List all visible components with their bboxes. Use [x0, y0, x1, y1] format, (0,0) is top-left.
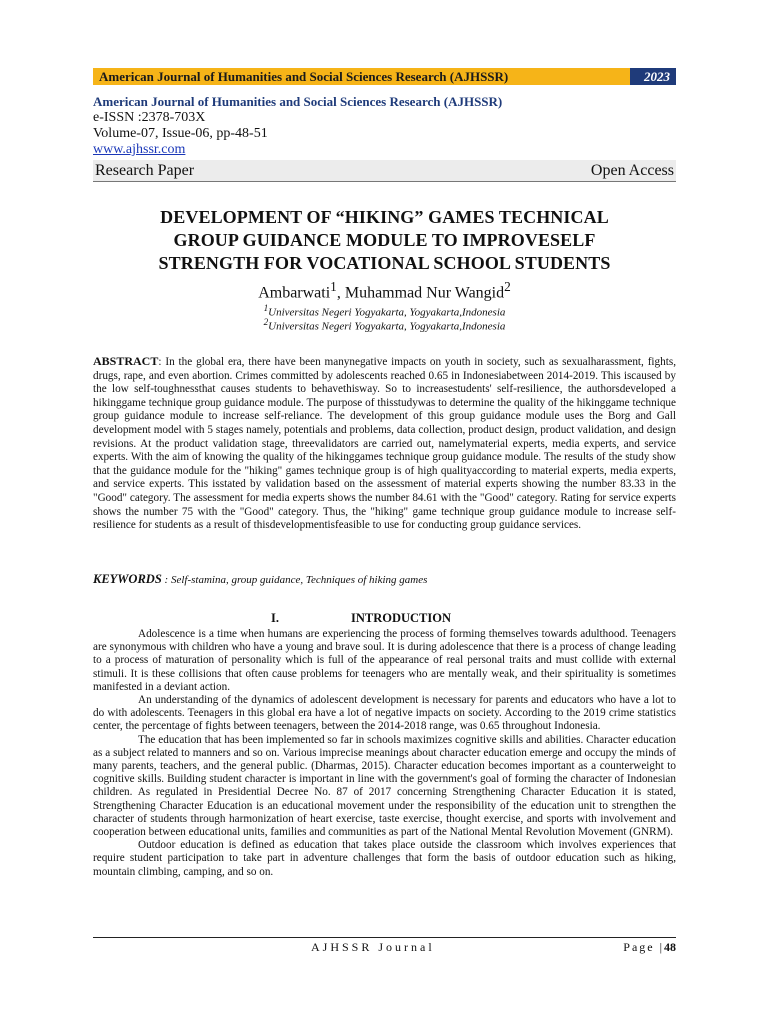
footer-divider: [93, 937, 676, 938]
author-name: Ambarwati: [258, 284, 331, 302]
paragraph: Adolescence is a time when humans are experiencing the process of forming themselves towards adulthood. Teenagers are synonymous with children who have a young and brave soul. It is during adolescence that there is a process of change leading to a process of maturation of personality which is full of the appearance of real personal traits and must collide with external stimuli. It is these collisions that often cause problems for teenagers who are mentally weak, and their spirituality is sometimes manifested in a deviant action.: [93, 628, 676, 693]
affiliation: $^2$Universitas Negeri Yogyakarta, Yogyakarta,Indonesia: [263, 317, 506, 333]
paper-type-row: [93, 160, 676, 182]
paper-type: Research Paper: [95, 161, 195, 179]
paragraph: An understanding of the dynamics of adolescent development is necessary for parents and educators who have a lot to do with adolescents. Teenagers in this global era have a lot of negative impacts on society. According to the 2019 crime statistics center, the percentage of fights between teenagers, between the 2014-2018 range, was 0.65 throughout Indonesia.: [93, 694, 676, 733]
journal-title: American Journal of Humanities and Social Sciences Research (AJHSSR): [93, 94, 503, 109]
abstract-label: ABSTRACT: [93, 354, 159, 368]
header-journal-name: American Journal of Humanities and Social Sciences Research (AJHSSR): [99, 68, 509, 84]
paragraph: The education that has been implemented so far in schools maximizes cognitive skills and abilities. Character education as a subject related to manners and so on. Various imprecise meanings about character education emerge and occupy the minds of many parents, teachers, and the general public. (Dharmas, 2015). Character education becomes important as a counterweight to cognitive skills. Building student character is important in line with the government's goal of forming the character of Indonesian children. As regulated in Presidential Decree No. 87 of 2017 concerning Strengthening Character Education it is stated, Strengthening Character Education is an educational movement under the responsibility of the education unit to strengthen the character of students through harmonization of heart exercise, taste exercise, thought exercise, and sports with involvement and cooperation between educational units, families and communities as part of the National Mental Revolution Movement (GNRM).: [93, 733, 676, 839]
author-sup: 1: [330, 279, 337, 294]
keywords-label: KEYWORDS: [93, 572, 162, 586]
website-link[interactable]: www.ajhssr.com: [93, 142, 186, 157]
journal-meta: [93, 94, 676, 158]
issn: e-ISSN :2378-703X: [93, 110, 206, 125]
introduction-body: [93, 628, 676, 879]
journal-header-banner: [93, 68, 676, 85]
access-type: Open Access: [590, 161, 674, 179]
abstract: [93, 355, 676, 533]
author-list: [93, 279, 676, 302]
title-line: DEVELOPMENT OF “HIKING” GAMES TECHNICAL: [160, 207, 609, 227]
page-label: Page |: [623, 940, 664, 954]
title-line: GROUP GUIDANCE MODULE TO IMPROVESELF: [173, 230, 596, 250]
section-heading: [271, 611, 451, 626]
title-line: STRENGTH FOR VOCATIONAL SCHOOL STUDENTS: [158, 253, 611, 273]
author-separator: ,: [336, 284, 345, 302]
footer-journal: AJHSSR Journal: [311, 940, 435, 954]
section-title: INTRODUCTION: [351, 611, 452, 625]
volume-issue: Volume-07, Issue-06, pp-48-51: [93, 126, 268, 141]
section-number: I.: [271, 611, 279, 625]
page-number: 48: [664, 940, 676, 954]
header-year: 2023: [630, 68, 676, 85]
author-sup: 2: [504, 279, 511, 294]
keywords: [93, 572, 676, 587]
paragraph: Outdoor education is defined as education that takes place outside the classroom which involves experiences that require student participation to take part in adventure challenges that form the basis of outdoor education such as hiking, mountain climbing, camping, and so on.: [93, 839, 676, 878]
author-name: Muhammad Nur Wangid: [344, 284, 505, 302]
footer-page: [623, 940, 676, 955]
paper-title: [93, 206, 676, 275]
keywords-text: : Self-stamina, group guidance, Techniques of hiking games: [161, 574, 428, 586]
affiliation: $^1$Universitas Negeri Yogyakarta, Yogyakarta,Indonesia: [263, 303, 506, 319]
abstract-text: : In the global era, there have been manynegative impacts on youth in society, such as sexualharassment, fights, drugs, rape, and even abortion. Crimes committed by adolescents reached 0.65 in Indonesiabetween 2014-2019. This iscaused by the low self-toughnessthat causes students to behavethisway. So to increasestudents' self-resilience, the authorsdeveloped a hikinggame technique group guidance module. The purpose of thisstudywas to determine the quality of the hikinggame technique group guidance module to increase self-reliance. The development of this group guidance module uses the Borg and Gall development model with 5 stages namely, potentials and problems, data collection, product design, product validation, and design revisions. At the product validation stage, threevalidators are carried out, namelymaterial experts, media experts, and service experts. With the aim of knowing the quality of the hikinggames technique group guidance module. The results of the study show that the guidance module for the "hiking" games technique group is of high qualityaccording to material experts, media experts, and service experts. This isstated by validation based on the assessment of material experts showing the number 83.33 in the "Good" category. The assessment for media experts shows the number 84.61 with the "Good" category. Rating for service experts shows the number 75 with the "Good" category. Thus, the "hiking" game technique group guidance module to increase self-resilience for students as a result of thisdevelopmentisfeasible to use for conducting group guidance services.: [93, 356, 676, 532]
